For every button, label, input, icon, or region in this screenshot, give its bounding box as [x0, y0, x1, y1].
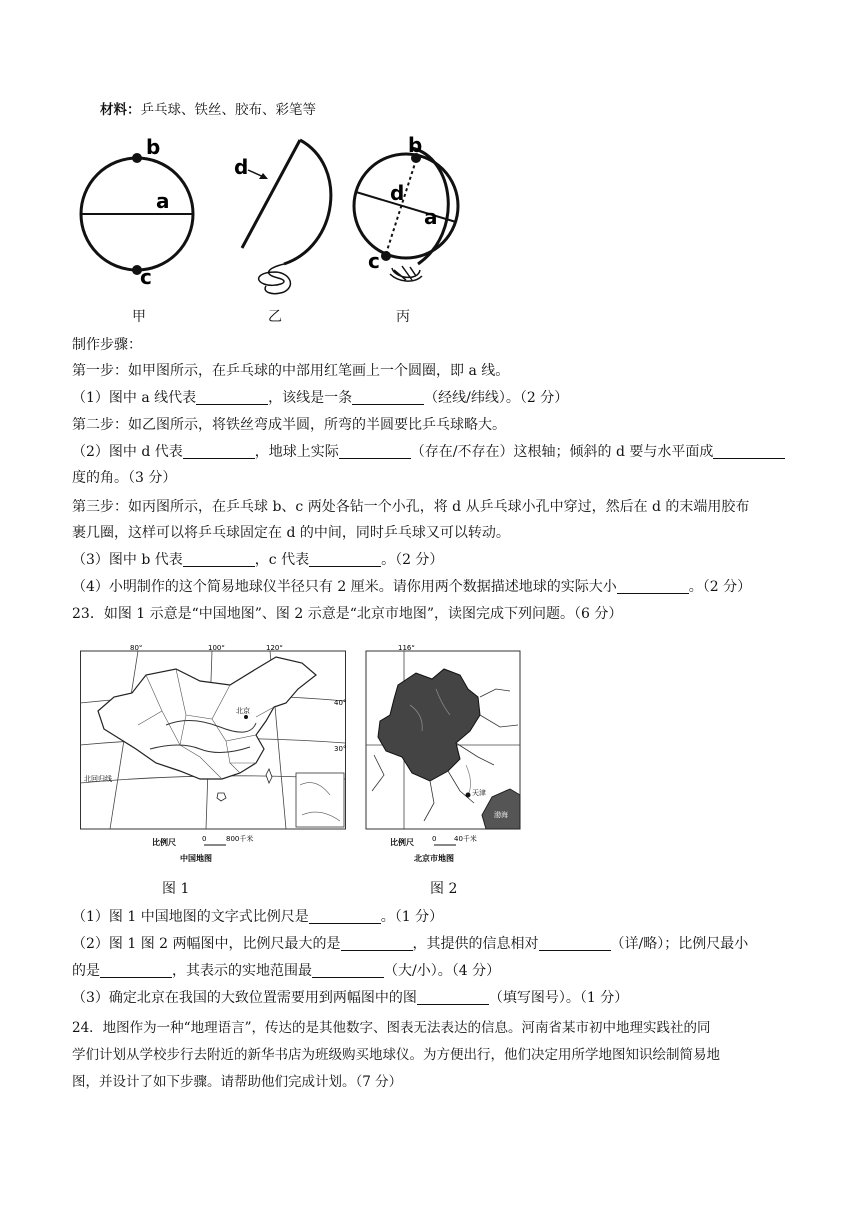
- beijing-scale-label: 比例尺: [390, 838, 414, 847]
- question-24-line-2: 学们计划从学校步行去附近的新华书店为班级购买地球仪。为方便出行，他们决定用所学地图知识绘制简易地: [72, 1047, 720, 1063]
- yi-base-coil: [259, 264, 291, 294]
- q23-2-text-d: 的是: [72, 963, 100, 979]
- question-24-line-3: 图，并设计了如下步骤。请帮助他们完成计划。（7 分）: [72, 1074, 403, 1090]
- q2-answer-blank-1[interactable]: [183, 444, 255, 459]
- china-scale-value: 800千米: [226, 835, 254, 843]
- q2-text-c: （存在/不存在）这根轴；倾斜的 d 要与水平面成: [410, 444, 714, 460]
- step-2-text: 第二步：如乙图所示，将铁丝弯成半圆，所弯的半圆要比乒乓球略大。: [72, 417, 506, 433]
- bing-base: [390, 266, 422, 281]
- q3-answer-blank-2[interactable]: [309, 552, 381, 567]
- jia-label-c: c: [140, 265, 152, 286]
- q23-1-text-b: 。（1 分）: [380, 909, 444, 925]
- q1-answer-blank-1[interactable]: [196, 390, 268, 405]
- materials-label: 材料：: [100, 102, 141, 118]
- question-24-line-1: 24．地图作为一种“地理语言”，传达的是其他数字、图表无法表达的信息。河南省某市初中地理实践社的同: [72, 1020, 711, 1036]
- tropic-label: 北回归线: [84, 775, 112, 783]
- lat-label-30: 30°: [334, 745, 347, 753]
- yi-axis-d: [242, 140, 300, 248]
- q2-text-b: ，地球上实际: [254, 444, 339, 460]
- jia-label-a: a: [156, 189, 170, 213]
- materials-line: [100, 98, 316, 118]
- q1-answer-blank-2[interactable]: [352, 390, 424, 405]
- q23-2-answer-blank-2[interactable]: [539, 936, 611, 951]
- q23-2-text-a: （2）图 1 图 2 两幅图中，比例尺最大的是: [72, 936, 341, 952]
- q23-3-text-b: （填写图号）。（1 分）: [488, 990, 629, 1006]
- figure-bing: [346, 136, 476, 296]
- q3-answer-blank-1[interactable]: [183, 552, 255, 567]
- caption-bing: 丙: [396, 309, 410, 325]
- q2-answer-blank-3[interactable]: [713, 444, 785, 459]
- yi-label-d: d: [234, 155, 249, 179]
- figure-jia: [74, 136, 204, 286]
- step-3-line-2: 裹几圈，这样可以将乒乓球固定在 d 的中间，同时乒乓球又可以转动。: [72, 525, 510, 541]
- beijing-map-title: 北京市地图: [414, 854, 454, 863]
- beijing-scale-value: 40千米: [454, 835, 477, 843]
- bing-label-d: d: [390, 181, 405, 205]
- question-1: [72, 387, 568, 407]
- materials-text: 乒乓球、铁丝、胶布、彩笔等: [140, 102, 316, 118]
- lat-label-40: 40°: [334, 699, 347, 707]
- question-23-2-line-2: [72, 960, 500, 980]
- bing-label-a: a: [424, 205, 438, 229]
- question-2-line-1: [72, 441, 785, 461]
- jia-point-b: [132, 153, 142, 163]
- beijing-lon-label: 116°: [398, 645, 415, 652]
- question-2-line-2: 度的角。（3 分）: [72, 470, 177, 486]
- q23-1-text-a: （1）图 1 中国地图的文字式比例尺是: [72, 909, 309, 925]
- china-map: [80, 645, 348, 870]
- q23-2-answer-blank-3[interactable]: [100, 963, 172, 978]
- step-1-text: 第一步：如甲图所示，在乒乓球的中部用红笔画上一个圆圈，即 a 线。: [72, 363, 510, 379]
- q2-answer-blank-2[interactable]: [339, 444, 411, 459]
- tianjin-label: 天津: [472, 789, 486, 797]
- steps-title: 制作步骤：: [72, 337, 142, 353]
- lon-label-100: 100°: [208, 645, 225, 652]
- q4-answer-blank[interactable]: [617, 579, 689, 594]
- figure-yi: [228, 136, 338, 296]
- q3-text-c: 。（2 分）: [381, 552, 444, 568]
- q4-text-b: 。（2 分）: [688, 579, 752, 595]
- beijing-map: [364, 645, 524, 870]
- bing-axis-dotted: [384, 154, 418, 260]
- q23-2-answer-blank-4[interactable]: [312, 963, 384, 978]
- figure-2-caption: 图 2: [430, 881, 458, 897]
- question-23-1: [72, 906, 443, 926]
- question-23: 23．如图 1 示意是“中国地图”、图 2 示意是“北京市地图”，读图完成下列问题。（6 分）: [72, 606, 623, 622]
- china-scale-zero: 0: [202, 835, 207, 843]
- question-23-3: [72, 987, 628, 1007]
- q1-text-a: （1）图中 a 线代表: [72, 390, 197, 406]
- bing-tilted-equator: [356, 192, 456, 222]
- q23-1-answer-blank[interactable]: [309, 909, 381, 924]
- q23-2-answer-blank-1[interactable]: [341, 936, 413, 951]
- caption-jia: 甲: [132, 309, 146, 325]
- q23-2-text-f: （大/小）。（4 分）: [384, 963, 501, 979]
- q2-text-a: （2）图中 d 代表: [72, 444, 183, 460]
- question-23-2-line-1: [72, 933, 748, 953]
- lon-label-120: 120°: [266, 645, 283, 652]
- china-scale-label: 比例尺: [152, 838, 176, 847]
- q1-text-b: ，该线是一条: [268, 390, 353, 406]
- q23-2-text-e: ，其表示的实地范围最: [172, 963, 312, 979]
- question-3: [72, 549, 443, 569]
- bing-point-c: [381, 251, 391, 261]
- bing-label-c: c: [368, 249, 380, 273]
- bohai-label: 渤海: [494, 811, 508, 819]
- q23-2-text-c: （详/略）；比例尺最小: [610, 936, 749, 952]
- q23-3-text-a: （3）确定北京在我国的大致位置需要用到两幅图中的图: [72, 990, 417, 1006]
- lon-label-80: 80°: [130, 645, 143, 652]
- china-map-title: 中国地图: [180, 854, 212, 863]
- tianjin-marker: [466, 793, 471, 798]
- bing-label-b: b: [408, 136, 423, 157]
- q23-2-text-b: ，其提供的信息相对: [412, 936, 539, 952]
- jia-label-b: b: [146, 136, 161, 159]
- q3-text-a: （3）图中 b 代表: [72, 552, 183, 568]
- q4-text-a: （4）小明制作的这个简易地球仪半径只有 2 厘米。请你用两个数据描述地球的实际大小: [72, 579, 617, 595]
- q3-text-b: ，c 代表: [254, 552, 310, 568]
- beijing-scale-zero: 0: [432, 835, 437, 843]
- china-beijing-label: 北京: [236, 707, 250, 715]
- beijing-marker: [244, 715, 248, 719]
- q23-3-answer-blank[interactable]: [417, 990, 489, 1005]
- q1-text-c: （经线/纬线）。（2 分）: [424, 390, 569, 406]
- question-4: [72, 576, 751, 596]
- caption-yi: 乙: [268, 309, 282, 325]
- figure-1-caption: 图 1: [162, 881, 190, 897]
- step-3-line-1: 第三步：如丙图所示，在乒乓球 b、c 两处各钻一个小孔，将 d 从乒乓球小孔中穿过，然后在 d 的末端用胶布: [72, 499, 750, 515]
